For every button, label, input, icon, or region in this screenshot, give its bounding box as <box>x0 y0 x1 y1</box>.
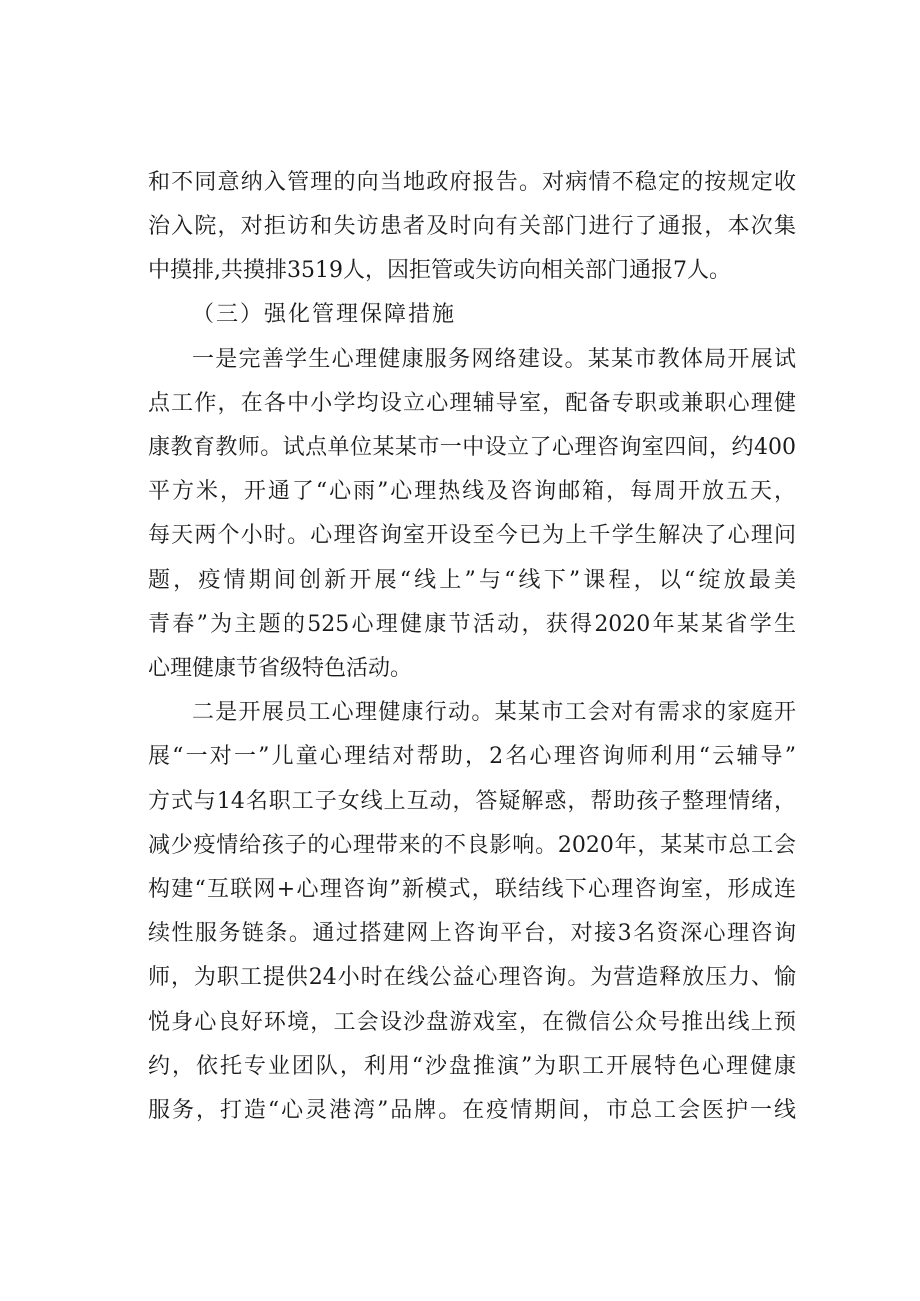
paragraph-line: 平方米，开通了“心雨”心理热线及咨询邮箱，每周开放五天， <box>148 479 796 504</box>
paragraph-line: 中摸排,共摸排3519人，因拒管或失访向相关部门通报7人。 <box>148 258 731 283</box>
paragraph-line: 约，依托专业团队，利用“沙盘推演”为职工开展特色心理健康 <box>148 1054 796 1079</box>
paragraph-line: 展“一对一”儿童心理结对帮助，2名心理咨询师利用“云辅导” <box>148 744 796 769</box>
paragraph-line: 和不同意纳入管理的向当地政府报告。对病情不稳定的按规定收 <box>148 170 796 195</box>
paragraph-line: 方式与14名职工子女线上互动，答疑解惑，帮助孩子整理情绪， <box>148 789 796 814</box>
paragraph-line: 一是完善学生心理健康服务网络建设。某某市教体局开展试 <box>192 347 796 372</box>
paragraph-line: 题，疫情期间创新开展“线上”与“线下”课程，以“绽放最美 <box>148 568 796 593</box>
paragraph-line: 悦身心良好环境，工会设沙盘游戏室，在微信公众号推出线上预 <box>148 1010 796 1035</box>
paragraph-line: 续性服务链条。通过搭建网上咨询平台，对接3名资深心理咨询 <box>148 921 796 946</box>
paragraph-line: 服务，打造“心灵港湾”品牌。在疫情期间，市总工会医护一线 <box>148 1098 796 1123</box>
paragraph-line: 心理健康节省级特色活动。 <box>148 656 413 681</box>
section-heading: （三）强化管理保障措施 <box>192 302 457 327</box>
paragraph-line: 治入院，对拒访和失访患者及时向有关部门进行了通报，本次集 <box>148 214 796 239</box>
paragraph-line: 二是开展员工心理健康行动。某某市工会对有需求的家庭开 <box>192 700 796 725</box>
paragraph-line: 康教育教师。试点单位某某市一中设立了心理咨询室四间，约400 <box>148 435 796 460</box>
paragraph-line: 每天两个小时。心理咨询室开设至今已为上千学生解决了心理问 <box>148 523 796 548</box>
paragraph-line: 师，为职工提供24小时在线公益心理咨询。为营造释放压力、愉 <box>148 965 796 990</box>
paragraph-line: 构建“互联网+心理咨询”新模式，联结线下心理咨询室，形成连 <box>148 877 796 902</box>
paragraph-line: 减少疫情给孩子的心理带来的不良影响。2020年，某某市总工会 <box>148 833 796 858</box>
paragraph-line: 点工作，在各中小学均设立心理辅导室，配备专职或兼职心理健 <box>148 391 796 416</box>
paragraph-line: 青春”为主题的525心理健康节活动，获得2020年某某省学生 <box>148 612 796 637</box>
